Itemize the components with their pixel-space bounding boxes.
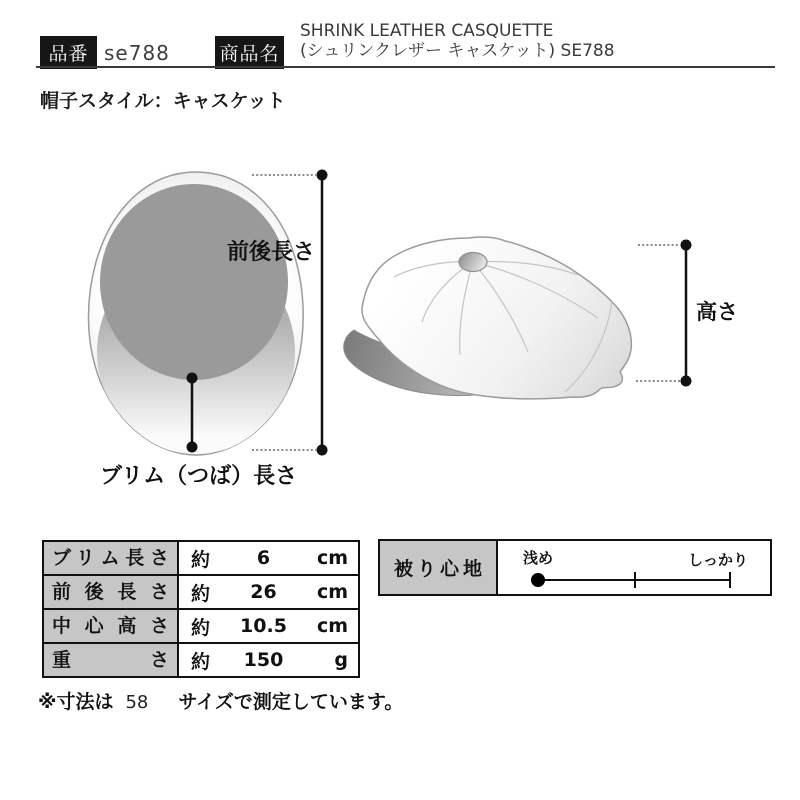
spec-label-center-height: 中心高さ: [44, 610, 179, 642]
spec-value-front-back: [179, 576, 358, 608]
fit-feel-label: 被り心地: [380, 541, 498, 594]
table-row: [44, 642, 358, 676]
crown-top-shape: [100, 184, 288, 380]
spec-unit: cm: [316, 615, 348, 637]
spec-number: 10.5: [240, 615, 287, 637]
table-row: [44, 608, 358, 642]
hat-top-view-illustration: [88, 172, 303, 455]
top-button: [459, 253, 487, 272]
table-row: [44, 542, 358, 574]
spec-unit: cm: [316, 547, 348, 569]
measurement-note: [38, 687, 403, 714]
fit-shallow-label: 浅め: [523, 549, 554, 567]
height-measure-line: [636, 240, 692, 387]
spec-number: 6: [256, 547, 271, 569]
spec-value-weight: [179, 644, 358, 676]
product-name-tag: 商品名: [215, 36, 284, 69]
fit-scale-mid-tick: [634, 572, 636, 588]
spec-value-brim: [179, 542, 358, 574]
hat-style-text: 帽子スタイル：キャスケット: [40, 90, 286, 112]
hat-side-view-illustration: [344, 237, 632, 399]
table-row: [44, 574, 358, 608]
approx-prefix: 約: [191, 548, 211, 571]
note-prefix: ※寸法は: [38, 691, 114, 713]
product-name-line1: SHRINK LEATHER CASQUETTE: [300, 21, 554, 41]
brim-length-label: ブリム（つば）長さ: [100, 464, 298, 489]
front-back-length-label: 前後長さ: [227, 240, 316, 265]
note-size-number: 58: [125, 692, 149, 713]
product-name-line2: (シュリンクレザー キャスケット) SE788: [300, 41, 615, 61]
spec-label-brim: ブリム長さ: [44, 542, 179, 574]
fit-feel-box: [378, 539, 772, 596]
note-suffix: サイズで測定しています。: [178, 691, 404, 713]
spec-number: 150: [243, 649, 284, 671]
spec-label-front-back: 前後長さ: [44, 576, 179, 608]
item-number-value: se788: [104, 40, 170, 65]
spec-unit: g: [334, 649, 348, 671]
spec-table: [42, 540, 360, 678]
spec-value-center-height: [179, 610, 358, 642]
approx-prefix: 約: [191, 616, 211, 639]
approx-prefix: 約: [191, 582, 211, 605]
fit-feel-scale: [498, 541, 770, 594]
fit-firm-label: しっかり: [687, 551, 748, 569]
fit-scale-marker-dot: [531, 573, 545, 587]
item-number-tag: 品番: [40, 36, 97, 69]
fit-scale-end-tick: [729, 572, 731, 588]
spec-unit: cm: [316, 581, 348, 603]
approx-prefix: 約: [191, 650, 211, 673]
height-label: 高さ: [696, 300, 738, 324]
spec-label-weight: 重さ: [44, 644, 179, 676]
spec-number: 26: [250, 581, 277, 603]
